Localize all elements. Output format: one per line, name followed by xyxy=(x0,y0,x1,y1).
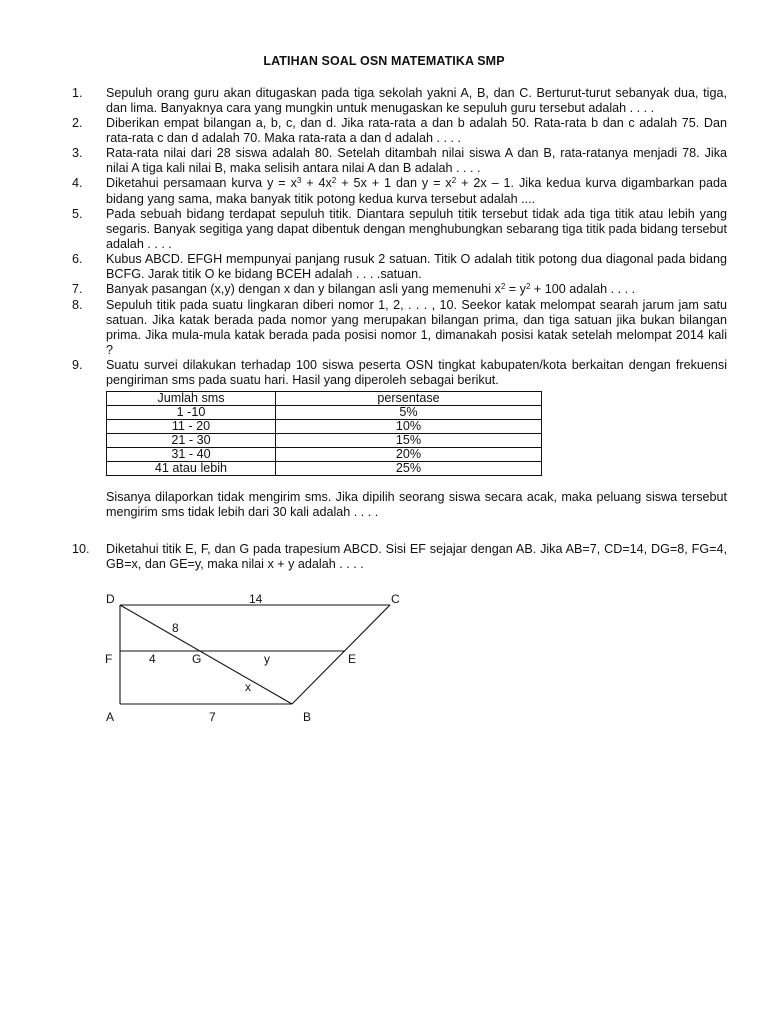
question-1 xyxy=(72,86,727,116)
question-text: Suatu survei dilakukan terhadap 100 siswa peserta OSN tingkat kabupaten/kota berkaitan dengan frekuensi pengiriman sms pada suatu hari. Hasil yang diperoleh sebagai berikut. xyxy=(106,358,727,387)
table-cell: 21 - 30 xyxy=(107,434,276,448)
table-cell: 25% xyxy=(276,462,542,476)
question-10 xyxy=(72,542,727,572)
table-cell: 5% xyxy=(276,406,542,420)
table-cell: 31 - 40 xyxy=(107,448,276,462)
question-number: 2. xyxy=(72,116,83,130)
table-row xyxy=(107,406,542,420)
question-number: 1. xyxy=(72,86,83,100)
question-2 xyxy=(72,116,727,146)
question-4 xyxy=(72,176,727,207)
question-number: 4. xyxy=(72,176,83,190)
length-label-ge: y xyxy=(264,652,270,666)
question-text: Diketahui titik E, F, dan G pada trapesium ABCD. Sisi EF sejajar dengan AB. Jika AB=7, CD=14, DG=8, FG=4, GB=x, dan GE=y, maka nilai x + y adalah . . . . xyxy=(106,542,727,571)
question-9 xyxy=(72,358,727,520)
question-list xyxy=(72,86,727,572)
question-text: Banyak pasangan (x,y) dengan x dan y bilangan asli yang memenuhi $x^2 = y^2 + 100$ adalah . . . . xyxy=(106,282,636,296)
point-label-a: A xyxy=(106,710,115,724)
question-text: Rata-rata nilai dari 28 siswa adalah 80. Setelah ditambah nilai siswa A dan B, rata-ratanya menjadi 78. Jika nilai A tiga kali nilai B, maka selisih antara nilai A dan B adalah . . . . xyxy=(106,146,727,175)
question-7 xyxy=(72,282,727,298)
question-number: 8. xyxy=(72,298,83,312)
question-8 xyxy=(72,298,727,358)
question-number: 3. xyxy=(72,146,83,160)
question-text: Kubus ABCD. EFGH mempunyai panjang rusuk 2 satuan. Titik O adalah titik potong dua diagonal pada bidang BCFG. Jarak titik O ke bidang BCEH adalah . . . .satuan. xyxy=(106,252,727,281)
trapezoid-figure xyxy=(100,588,420,738)
table-row xyxy=(107,434,542,448)
point-label-d: D xyxy=(106,592,115,606)
table-cell: 10% xyxy=(276,420,542,434)
edge-bc xyxy=(292,605,390,704)
question-followup-text: Sisanya dilaporkan tidak mengirim sms. Jika dipilih seorang siswa secara acak, maka peluang siswa tersebut mengirim sms tidak lebih dari 30 kali adalah . . . . xyxy=(106,490,727,519)
point-label-f: F xyxy=(105,652,113,666)
length-label-gb: x xyxy=(245,680,251,694)
question-text: Sepuluh titik pada suatu lingkaran diberi nomor 1, 2, . . . , 10. Seekor katak melompat searah jarum jam satu satuan. Jika katak berada pada nomor yang merupakan bilangan prima, dan tiga satuan jika bukan bilangan prima. Jika mula-mula katak berada pada posisi nomor 1, dimanakah posisi katak setelah melompat 2014 kali ? xyxy=(106,298,727,357)
question-6 xyxy=(72,252,727,282)
table-cell: 15% xyxy=(276,434,542,448)
page-title: LATIHAN SOAL OSN MATEMATIKA SMP xyxy=(263,54,505,68)
table-header: Jumlah sms xyxy=(107,392,276,406)
question-text: Diketahui persamaan kurva $y = x^3 + 4x^2 + 5x + 1$ dan $y = x^2 + 2x - 1$. Jika kedua kurva digambarkan pada bidang yang sama, maka banyak titik potong kedua kurva tersebut adalah .... xyxy=(106,176,728,206)
question-number: 6. xyxy=(72,252,83,266)
length-label-cd: 14 xyxy=(249,592,263,606)
table-cell: 41 atau lebih xyxy=(107,462,276,476)
point-label-g: G xyxy=(192,652,202,666)
table-header-row xyxy=(107,392,542,406)
length-label-ab: 7 xyxy=(209,710,216,724)
table-header: persentase xyxy=(276,392,542,406)
question-text: Diberikan empat bilangan a, b, c, dan d. Jika rata-rata a dan b adalah 50. Rata-rata b dan c adalah 75. Dan rata-rata c dan d adalah 70. Maka rata-rata a dan d adalah . . . . xyxy=(106,116,727,145)
question-3 xyxy=(72,146,727,176)
point-label-e: E xyxy=(348,652,357,666)
question-number: 9. xyxy=(72,358,83,372)
question-text: Sepuluh orang guru akan ditugaskan pada tiga sekolah yakni A, B, dan C. Berturut-turut sebanyak dua, tiga, dan lima. Banyaknya cara yang mungkin untuk menugaskan ke sepuluh guru tersebut adalah . . . . xyxy=(106,86,727,115)
table-cell: 20% xyxy=(276,448,542,462)
table-cell: 11 - 20 xyxy=(107,420,276,434)
table-row xyxy=(107,448,542,462)
length-label-dg: 8 xyxy=(172,621,179,635)
table-cell: 1 -10 xyxy=(107,406,276,420)
table-row xyxy=(107,462,542,476)
table-row xyxy=(107,420,542,434)
question-5 xyxy=(72,207,727,252)
question-text: Pada sebuah bidang terdapat sepuluh titik. Diantara sepuluh titik tersebut tidak ada tiga titik atau lebih yang segaris. Banyak segitiga yang dapat dibentuk dengan menghubungkan sebarang tiga titik pada bidang tersebut adalah . . . . xyxy=(106,207,727,251)
sms-frequency-table xyxy=(106,391,542,476)
point-label-c: C xyxy=(391,592,400,606)
point-label-b: B xyxy=(303,710,312,724)
question-number: 7. xyxy=(72,282,83,296)
length-label-fg: 4 xyxy=(149,652,156,666)
question-number: 10. xyxy=(72,542,90,556)
question-number: 5. xyxy=(72,207,83,221)
